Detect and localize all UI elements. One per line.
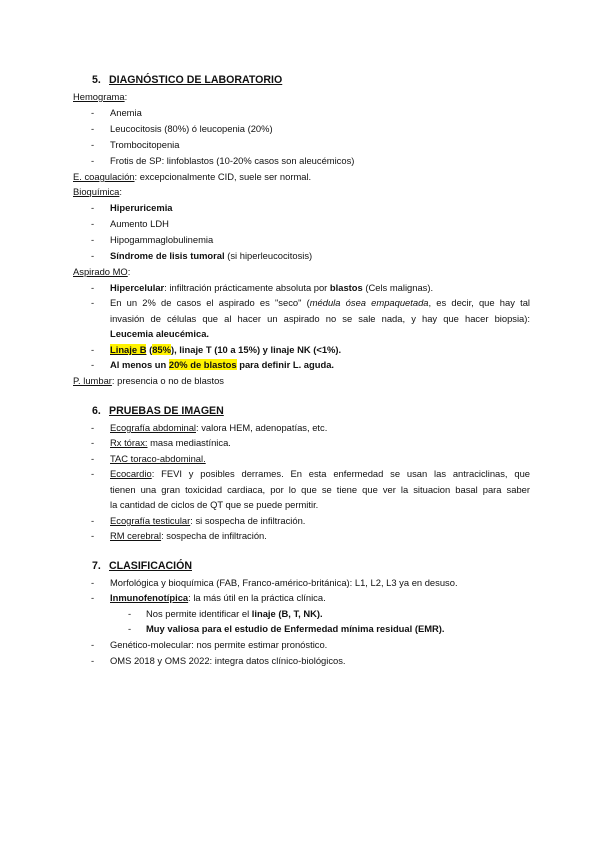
bullet-dash: - [91,577,95,588]
list-item [110,515,530,527]
text-run: <1% [316,344,336,355]
aspirado-label: Aspirado MO [73,266,128,277]
highlight-text: 20% de blastos [168,359,237,370]
bullet-dash: - [91,515,95,526]
hemograma-label: Hemograma [73,91,125,102]
bullet-dash: - [91,155,95,166]
text-run: para definir L. aguda. [236,359,335,370]
bullet-dash: - [128,608,132,619]
list-item [110,468,530,480]
bioquimica-label-line: Bioquímica: [73,186,122,197]
list-item [110,530,530,542]
section-5-heading [92,74,552,86]
bullet-dash: - [91,107,95,118]
highlight-text: 85% [152,344,171,355]
text-run: 10 a 15% [217,344,257,355]
list-item-continuation: la cantidad de ciclos de QT que se puede permitir. [110,499,319,510]
italic-text: médula ósea empaquetada [309,297,429,308]
bullet-dash: - [91,453,95,464]
bullet-dash: - [91,139,95,150]
list-item: Aumento LDH [110,218,169,229]
item-label: Inmunofenotípica [110,592,189,603]
bullet-dash: - [91,437,95,448]
section-number: 7. [92,560,101,572]
bullet-dash: - [91,655,95,666]
blastos-text: blastos [329,282,363,293]
text-run: ), linaje T ( [170,344,218,355]
text-run: : FEVI y posibles derrames. En esta enfermedad se usan las antraciclinas, que [151,468,530,479]
list-item [110,297,530,309]
bold-text: linaje (B, T, NK). [251,608,323,619]
text-run: : infiltración prácticamente absoluta por [164,282,330,293]
bullet-dash: - [91,639,95,650]
bullet-dash: - [128,623,132,634]
bullet-dash: - [91,592,95,603]
section-title: DIAGNÓSTICO DE LABORATORIO [109,74,283,86]
bioquimica-label: Bioquímica [73,186,120,197]
item-label: RM cerebral [110,530,162,541]
item-label: Ecografía abdominal [110,422,196,433]
list-item [110,437,530,449]
list-item-continuation: tienen una gran toxicidad cardiaca, por lo que se tiene que ver la situacion basal para saber [110,484,530,495]
list-item: Frotis de SP: linfoblastos (10-20% casos son aleucémicos) [110,155,355,166]
list-item-continuation: Leucemia aleucémica. [110,328,210,339]
hemograma-label-line: Hemograma: [73,91,128,102]
list-item [110,359,530,371]
list-item: Hipogammaglobulinemia [110,234,214,245]
section-6-heading [92,405,552,417]
bullet-dash: - [91,202,95,213]
list-item: Trombocitopenia [110,139,180,150]
text-run: ). [335,344,342,355]
list-item: Morfológica y bioquímica (FAB, Franco-américo-británica): L1, L2, L3 ya en desuso. [110,577,458,588]
list-item-continuation: invasión de células que al hacer un aspirado no se sale nada, y hay que hacer biopsia): [110,313,530,324]
text-run: , es decir, que hay tal [428,297,530,308]
list-item: Leucocitosis (80%) ó leucopenia (20%) [110,123,273,134]
text-run: Al menos un [110,359,169,370]
item-label: Ecocardio [110,468,152,479]
puncion-lumbar-line [73,375,533,387]
list-item [110,282,530,294]
bullet-dash: - [91,422,95,433]
list-item: Hiperuricemia [110,202,173,213]
text-run: : la más útil en la práctica clínica. [188,592,326,603]
bullet-dash: - [91,359,95,370]
coagulacion-line [73,171,533,183]
section-7-heading [92,560,552,572]
list-item [110,592,530,604]
list-item: OMS 2018 y OMS 2022: integra datos clínico-biológicos. [110,655,346,666]
text-run: : valora HEM, adenopatías, etc. [196,422,328,433]
bullet-dash: - [91,468,95,479]
lisis-rest: (si hiperleucocitosis) [224,250,313,261]
text-run: : sospecha de infiltración. [161,530,267,541]
item-label: Rx tórax: [110,437,148,448]
text-run: masa mediastínica. [147,437,231,448]
puncion-lumbar-label: P. lumbar [73,375,112,386]
coagulacion-label: E. coagulación [73,171,135,182]
section-number: 6. [92,405,101,417]
aspirado-label-line: Aspirado MO: [73,266,131,277]
list-item [110,453,530,465]
bullet-dash: - [91,344,95,355]
list-item: Genético-molecular: nos permite estimar pronóstico. [110,639,328,650]
hipercelular-text: Hipercelular [110,282,165,293]
bullet-dash: - [91,234,95,245]
lisis-bold: Síndrome de lisis tumoral [110,250,225,261]
bullet-dash: - [91,297,95,308]
list-item [110,344,530,356]
puncion-lumbar-text: : presencia o no de blastos [111,375,224,386]
text-run: : si sospecha de infiltración. [190,515,306,526]
sub-list-item: Muy valiosa para el estudio de Enfermedad mínima residual (EMR). [146,623,445,634]
section-number: 5. [92,74,101,86]
list-item: Anemia [110,107,142,118]
list-item [110,422,530,434]
bullet-dash: - [91,250,95,261]
highlight-text: Linaje B [110,344,147,355]
bullet-dash: - [91,218,95,229]
text-run: Nos permite identificar el [146,608,252,619]
section-title: CLASIFICACIÓN [109,560,192,572]
item-label: Ecografía testicular [110,515,191,526]
item-label: TAC toraco-abdominal. [110,453,206,464]
text-run: ) y linaje NK ( [256,344,317,355]
bullet-dash: - [91,530,95,541]
text-run: (Cels malignas). [362,282,434,293]
bullet-dash: - [91,123,95,134]
list-item [110,250,530,262]
section-title: PRUEBAS DE IMAGEN [109,405,224,417]
bullet-dash: - [91,282,95,293]
sub-list-item [146,608,566,620]
coagulacion-text: : excepcionalmente CID, suele ser normal. [134,171,312,182]
text-run: ( [146,344,153,355]
text-run: En un 2% de casos el aspirado es "seco" ( [110,297,310,308]
